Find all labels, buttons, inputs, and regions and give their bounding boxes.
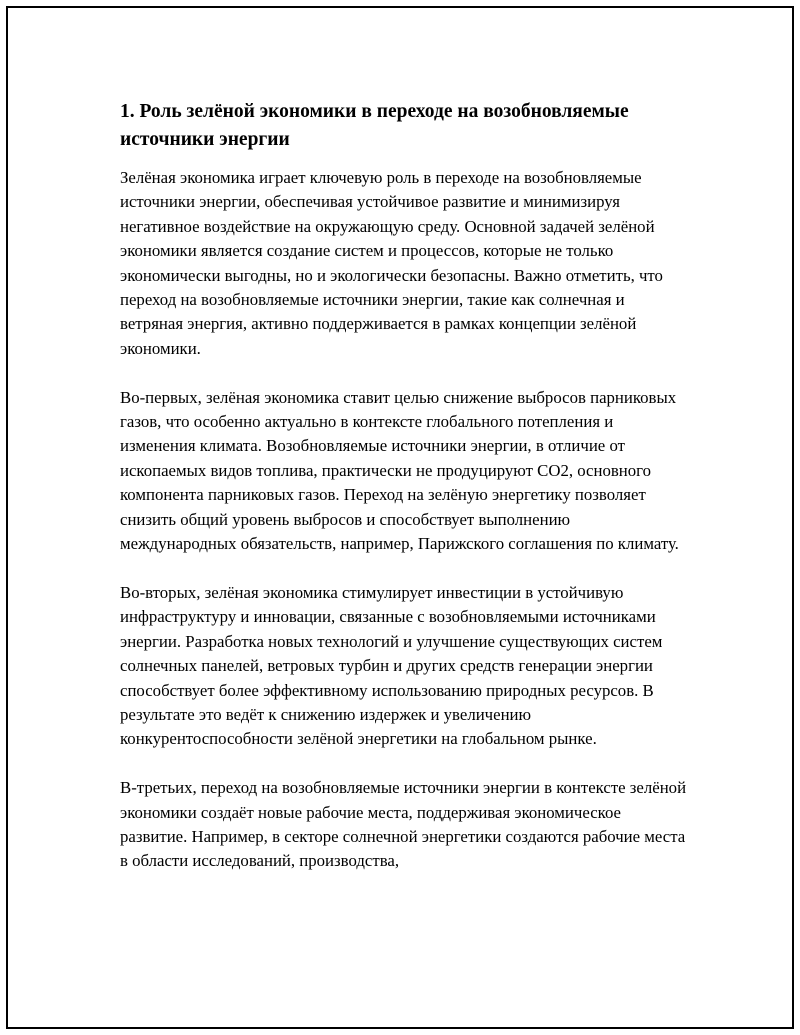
section-heading: 1. Роль зелёной экономики в переходе на возобновляемые источники энергии <box>120 101 629 150</box>
paragraph-first: Во-первых, зелёная экономика ставит целью снижение выбросов парниковых газов, что особенно актуально в контексте глобального потепления и изменения климата. Возобновляемые источники энергии, в отличие от ископаемых видов топлива, практически не продуцируют CO2, основного компонента парниковых газов. Переход на зелёную энергетику позволяет снизить общий уровень выбросов и способствует выполнению международных обязательств, например, Парижского соглашения по климату. <box>120 387 679 554</box>
page-frame <box>6 6 794 1029</box>
paragraph-intro: Зелёная экономика играет ключевую роль в переходе на возобновляемые источники энергии, обеспечивая устойчивое развитие и минимизируя негативное воздействие на окружающую среду. Основной задачей зелёной экономики является создание систем и процессов, которые не только экономически выгодны, но и экологически безопасны. Важно отметить, что переход на возобновляемые источники энергии, такие как солнечная и ветряная энергия, активно поддерживается в рамках концепции зелёной экономики. <box>120 168 663 358</box>
paragraph-second: Во-вторых, зелёная экономика стимулирует инвестиции в устойчивую инфраструктуру и инновации, связанные с возобновляемыми источниками энергии. Разработка новых технологий и улучшение существующих систем солнечных панелей, ветровых турбин и других средств генерации энергии способствует более эффективному использованию природных ресурсов. В результате это ведёт к снижению издержек и увеличению конкурентоспособности зелёной энергетики на глобальном рынке. <box>120 582 663 749</box>
paragraph-third: В-третьих, переход на возобновляемые источники энергии в контексте зелёной экономики создаёт новые рабочие места, поддерживая экономическое развитие. Например, в секторе солнечной энергетики создаются рабочие места в области исследований, производства, <box>120 778 687 871</box>
document-body <box>120 98 690 898</box>
